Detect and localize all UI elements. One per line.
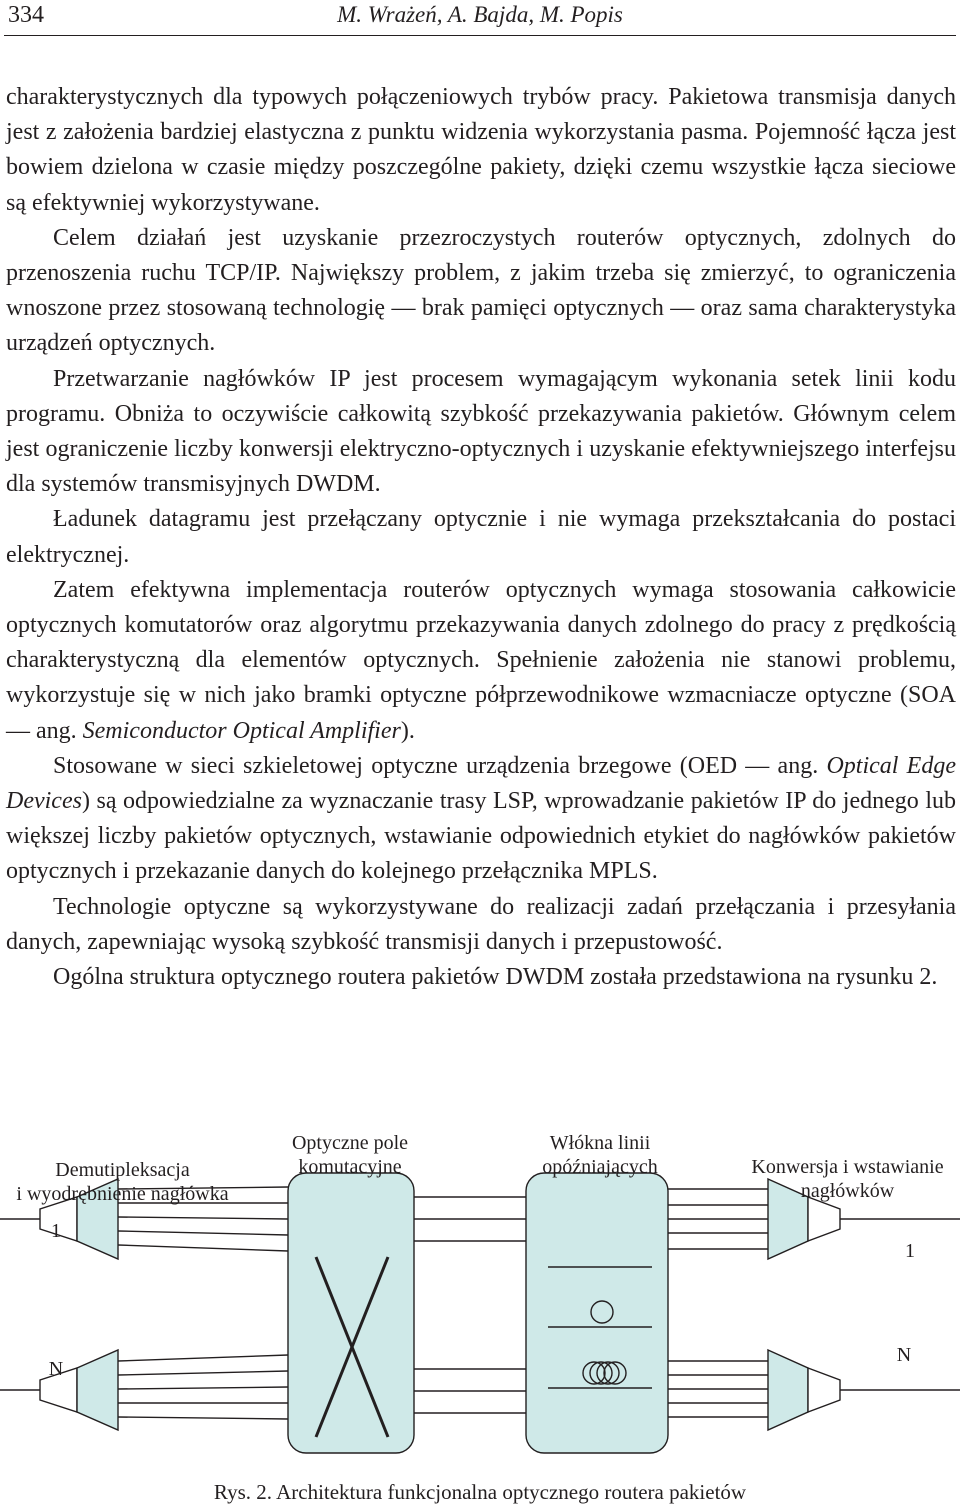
delay-fiber-block (526, 1173, 668, 1453)
converter-bottom (768, 1350, 808, 1430)
italic-term: Optical Edge Devices (6, 752, 956, 815)
running-head: M. Wrażeń, A. Bajda, M. Popis (337, 2, 623, 27)
figure-caption: Rys. 2. Architektura funkcjonalna optycznego routera pakietów (213, 1480, 747, 1504)
converter-bottom-block (808, 1368, 840, 1412)
label-line: Optyczne pole (291, 1132, 409, 1154)
page-number: 334 (8, 2, 44, 28)
paragraph-text: ) są odpowiedzialne za wyznaczanie trasy LSP, wprowadzanie pakietów IP do jednego lub większej liczby pakietów optycznych, wstawianie odpowiednich etykiet do nagłówków pakietów optycznych i przekazanie danych do kolejnego przełącznika MPLS. (6, 788, 956, 885)
body-text (6, 80, 956, 995)
paragraph: Ogólna struktura optycznego routera pakietów DWDM została przedstawiona na rysunku 2. (53, 964, 938, 991)
label-line: opóźniających (542, 1156, 658, 1178)
label-switch (270, 1131, 430, 1179)
port-label-out-1: 1 (905, 1240, 915, 1262)
paragraph (6, 573, 956, 749)
label-line: Demutipleksacja (55, 1159, 190, 1181)
fan-line (118, 1417, 288, 1419)
label-line: i wyodrębnienie nagłówka (16, 1183, 229, 1205)
converter-top-block (808, 1197, 840, 1241)
paragraph: Celem działań jest uzyskanie przezroczystych routerów optycznych, zdolnych do przenoszenia ruchu TCP/IP. Największy problem, z jakim trzeba się zmierzyć, to ograniczenia wnoszone przez stosowaną technologię — brak pamięci optycznych — oraz sama charakterystyka urządzeń optycznych. (6, 224, 956, 357)
demux-bottom (77, 1350, 118, 1430)
label-line: Włókna linii (549, 1132, 651, 1154)
port-label-in-n: N (48, 1358, 64, 1380)
label-line: komutacyjne (298, 1156, 402, 1178)
port-label-out-n: N (896, 1344, 912, 1366)
paragraph (6, 749, 956, 890)
paragraph-text: Stosowane w sieci szkieletowej optyczne urządzenia brzegowe (OED — ang. (53, 752, 827, 779)
paragraph: Przetwarzanie nagłówków IP jest procesem wymagającym wykonania setek linii kodu programu. Obniża to oczywiście całkowitą szybkość przekazywania pakietów. Głównym celem jest ograniczenie liczby konwersji elektryczno-optycznych i uzyskanie efektywniejszego interfejsu dla systemów transmisyjnych DWDM. (6, 365, 956, 498)
fan-line (118, 1355, 288, 1361)
router-architecture-figure (0, 1125, 960, 1455)
label-demux (0, 1158, 245, 1206)
label-line: nagłówków (800, 1180, 895, 1202)
paragraph-text: ). (400, 717, 415, 744)
port-label-in-1: 1 (51, 1220, 61, 1242)
fan-line (118, 1217, 288, 1219)
fan-line (118, 1371, 288, 1375)
label-fiber (520, 1131, 680, 1179)
fan-line (118, 1231, 288, 1235)
label-line: Konwersja i wstawianie (751, 1156, 944, 1178)
page-header (0, 0, 960, 36)
paragraph: Technologie optyczne są wykorzystywane do realizacji zadań przełączania i przesyłania danych, zapewniając wysoką szybkość transmisji danych i przepustowość. (6, 893, 956, 955)
label-conversion (735, 1155, 960, 1203)
fan-line (118, 1387, 288, 1389)
fan-line (118, 1245, 288, 1251)
switch-fabric (288, 1173, 414, 1453)
paragraph: Ładunek datagramu jest przełączany optycznie i nie wymaga przekształcania do postaci elektrycznej. (6, 506, 956, 568)
paragraph-text: Zatem efektywna implementacja routerów optycznych wymaga stosowania całkowicie optycznych komutatorów oraz algorytmu przekazywania danych zdolnego do pracy z prędkością charakterystyczną dla elementów optycznych. Spełnienie założenia nie stanowi problemu, wykorzystuje się w nich jako bramki optyczne półprzewodnikowe wzmacniacze optyczne (SOA — ang. (6, 576, 956, 744)
italic-term: Semiconductor Optical Amplifier (82, 717, 401, 744)
paragraph: charakterystycznych dla typowych połączeniowych trybów pracy. Pakietowa transmisja danych jest z założenia bardziej elastyczna z punktu widzenia wykorzystania pasma. Pojemność łącza jest bowiem dzielona w czasie między poszczególne pakiety, dzięki czemu wszystkie łącza sieciowe są efektywniej wykorzystywane. (6, 84, 956, 216)
header-rule (4, 35, 956, 36)
